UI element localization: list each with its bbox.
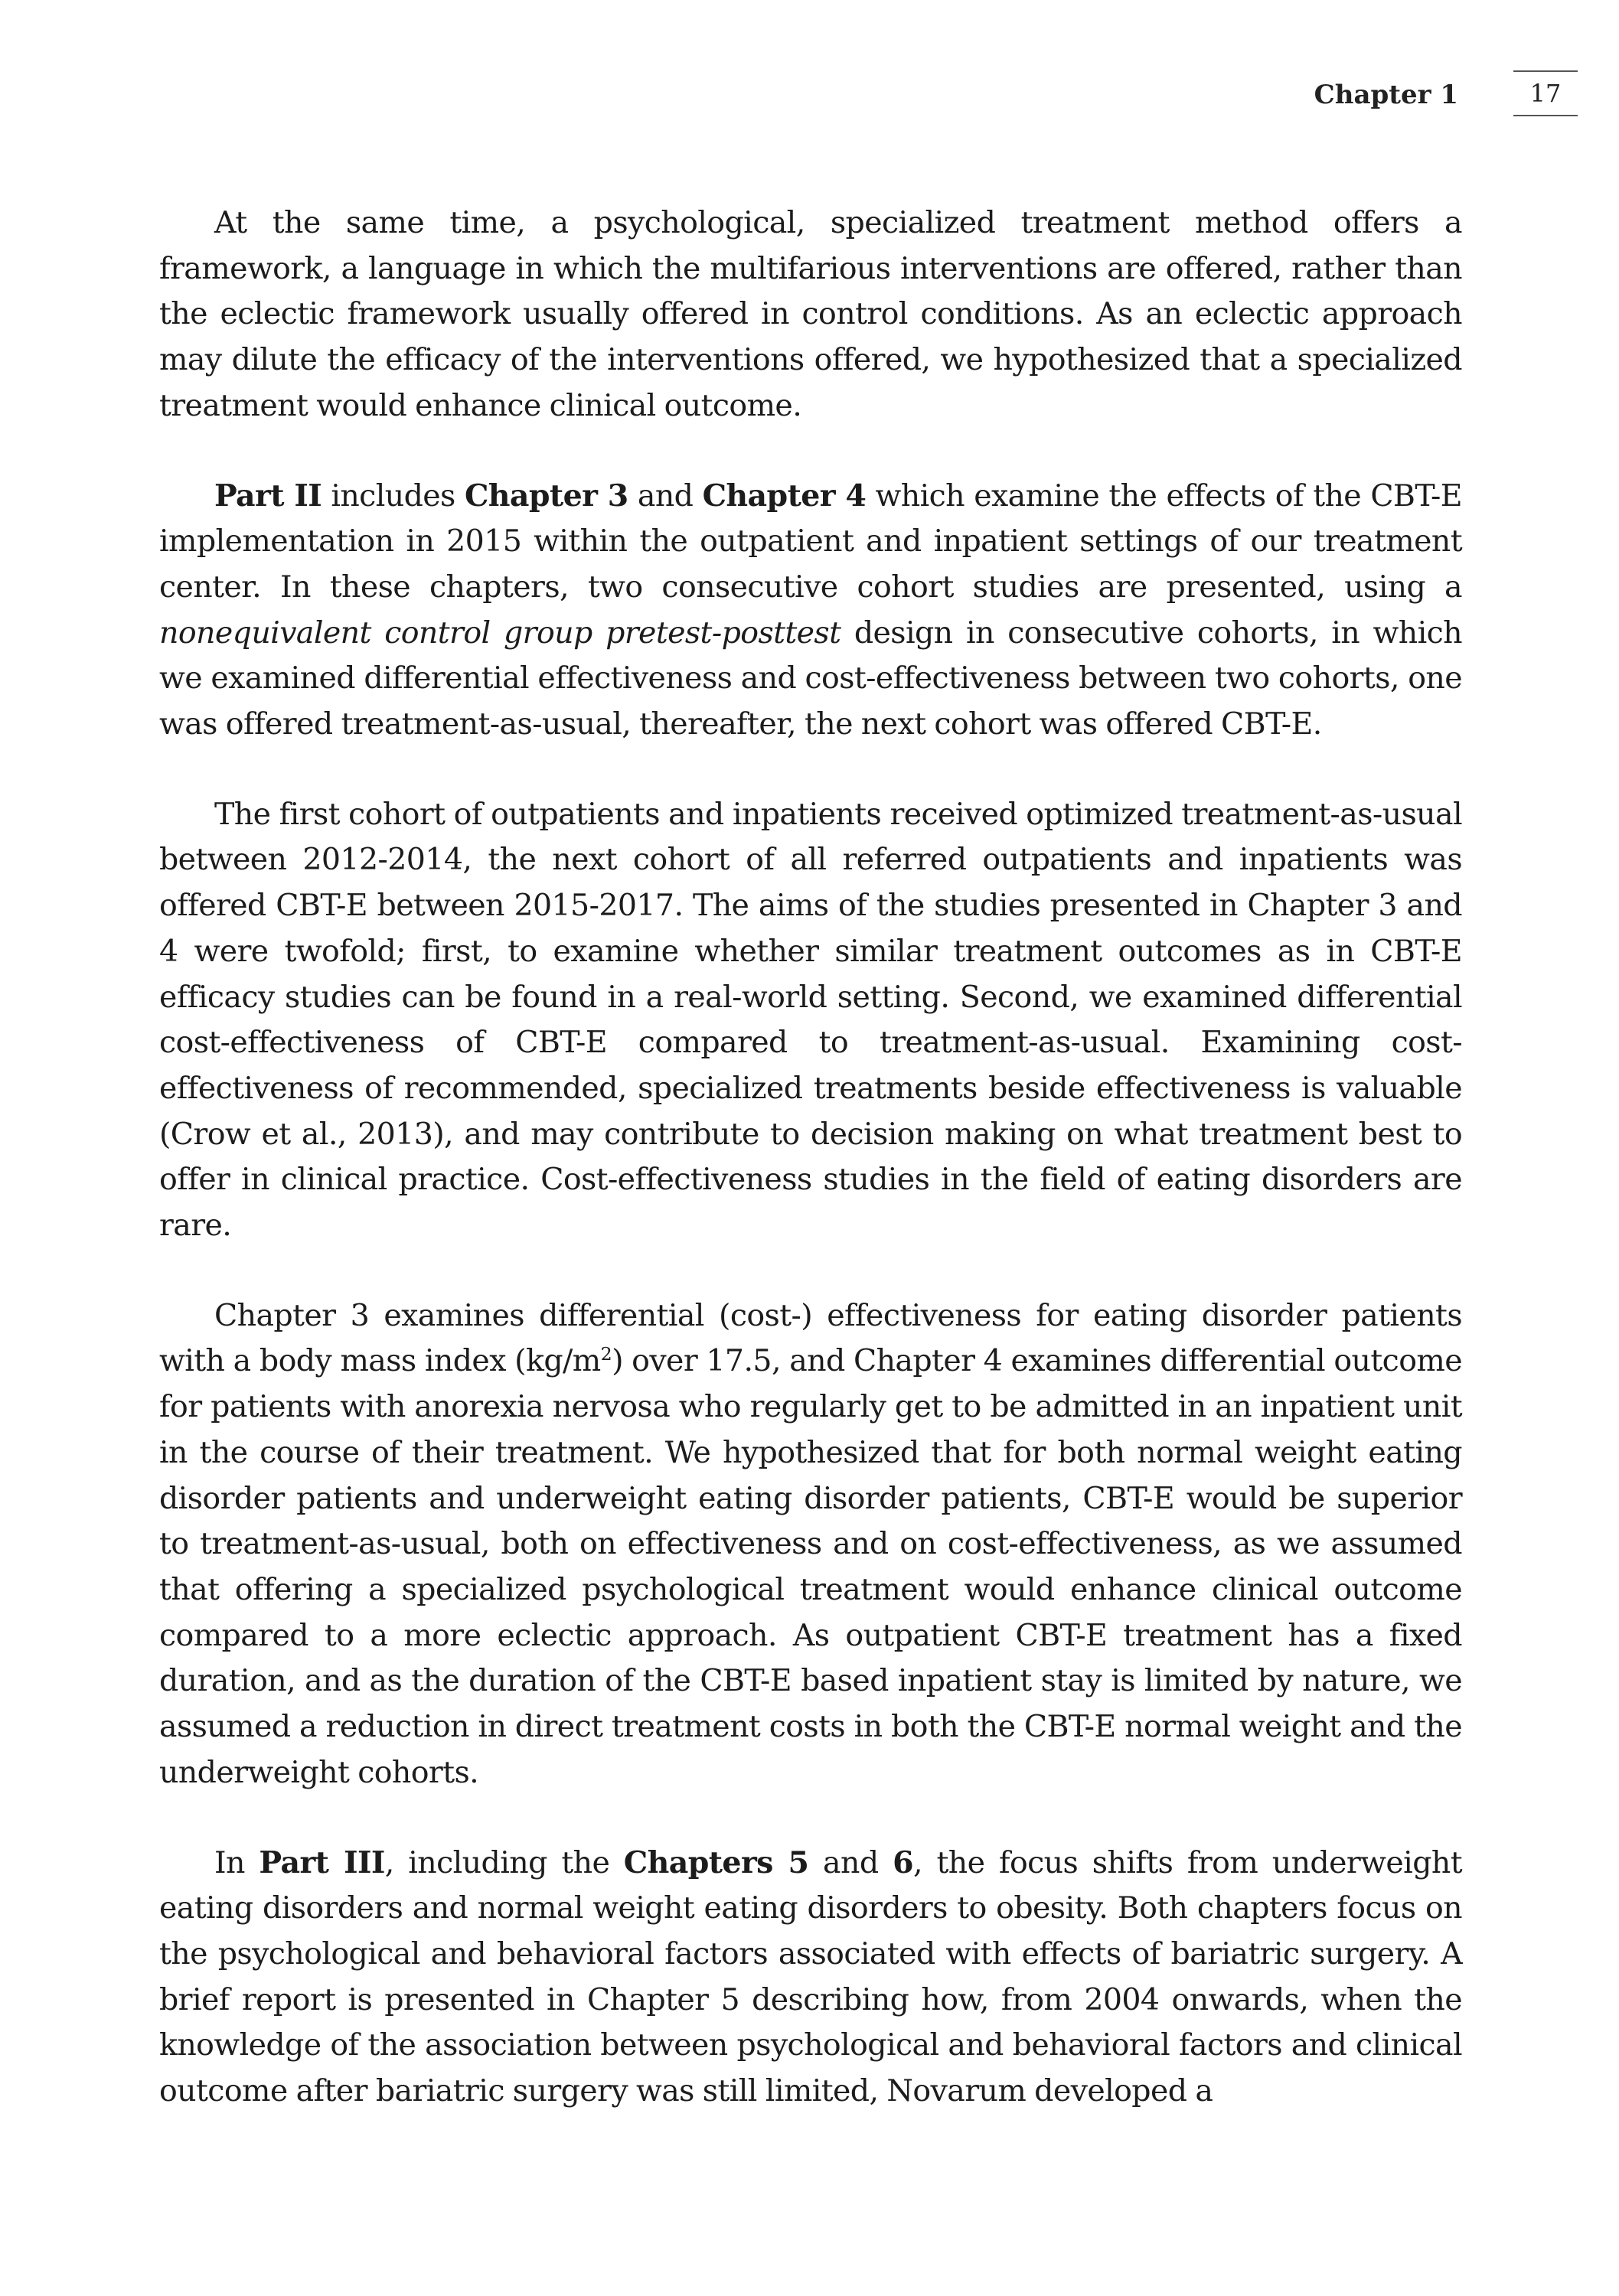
paragraph-2-text-2: and xyxy=(628,478,703,514)
chapter-6-ref: 6 xyxy=(893,1844,913,1880)
paragraph-4 xyxy=(159,1293,1462,1796)
paragraph-2 xyxy=(159,474,1462,748)
body-text xyxy=(159,201,1462,2159)
paragraph-2-text-4: design in consecutive cohorts, in which we examined differential effectiveness and cost-effectiveness between two cohorts, one was offered treatment-as-usual, thereafter, the next cohort was offered CBT-E. xyxy=(159,615,1462,742)
part-iii-label: Part III xyxy=(259,1844,385,1880)
running-header-chapter: Chapter 1 xyxy=(1314,80,1458,110)
paragraph-2-text-3: which examine the effects of the CBT-E implementation in 2015 within the outpatient and inpatient settings of our treatment center. In these chapters, two consecutive cohort studies are presented, using a xyxy=(159,478,1462,605)
chapter-3-ref: Chapter 3 xyxy=(464,478,628,514)
paragraph-4-text-2: ) over 17.5, and Chapter 4 examines differential outcome for patients with anorexia nervosa who regularly get to be admitted in an inpatient unit in the course of their treatment. We hypothesized that for both normal weight eating disorder patients and underweight eating disorder patients, CBT-E would be superior to treatment-as-usual, both on effectiveness and on cost-effectiveness, as we assumed that offering a specialized psychological treatment would enhance clinical outcome compared to a more eclectic approach. As outpatient CBT-E treatment has a fixed duration, and as the duration of the CBT-E based inpatient stay is limited by nature, we assumed a reduction in direct treatment costs in both the CBT-E normal weight and the underweight cohorts. xyxy=(159,1343,1463,1790)
paragraph-3 xyxy=(159,792,1462,1249)
part-ii-label: Part II xyxy=(214,478,322,514)
paragraph-4-text-1: Chapter 3 examines differential (cost-) effectiveness for eating disorder patients with a body mass index (kg/m xyxy=(159,1297,1462,1379)
paragraph-2-text-1: includes xyxy=(322,478,465,514)
paragraph-5-text-3: and xyxy=(808,1844,893,1880)
superscript-2: 2 xyxy=(600,1343,612,1365)
chapters-5-ref: Chapters 5 xyxy=(623,1844,809,1880)
study-design-term: nonequivalent control group pretest-posttest xyxy=(159,615,841,651)
paragraph-1 xyxy=(159,201,1462,429)
paragraph-5 xyxy=(159,1841,1462,2115)
paragraph-5-text-4: , the focus shifts from underweight eating disorders and normal weight eating disorders to obesity. Both chapters focus on the psychological and behavioral factors associated with effects of bariatric surgery. A brief report is presented in Chapter 5 describing how, from 2004 onwards, when the knowledge of the association between psychological and behavioral factors and clinical outcome after bariatric surgery was still limited, Novarum developed a xyxy=(159,1844,1462,2109)
paragraph-1-text: At the same time, a psychological, specialized treatment method offers a framework, a language in which the multifarious interventions are offered, rather than the eclectic framework usually offered in control conditions. As an eclectic approach may dilute the efficacy of the interventions offered, we hypothesized that a specialized treatment would enhance clinical outcome. xyxy=(159,205,1462,423)
paragraph-5-text-2: , including the xyxy=(384,1844,624,1880)
paragraph-3-text: The first cohort of outpatients and inpatients received optimized treatment-as-usual between 2012-2014, the next cohort of all referred outpatients and inpatients was offered CBT-E between 2015-2017. The aims of the studies presented in Chapter 3 and 4 were twofold; first, to examine whether similar treatment outcomes as in CBT-E efficacy studies can be found in a real-world setting. Second, we examined differential cost-effectiveness of CBT-E compared to treatment-as-usual. Examining cost-effectiveness of recommended, specialized treatments beside effectiveness is valuable (Crow et al., 2013), and may contribute to decision making on what treatment best to offer in clinical practice. Cost-effectiveness studies in the field of eating disorders are rare. xyxy=(159,796,1462,1244)
chapter-4-ref: Chapter 4 xyxy=(702,478,867,514)
page-number: 17 xyxy=(1513,70,1578,116)
paragraph-5-text-1: In xyxy=(214,1844,259,1880)
